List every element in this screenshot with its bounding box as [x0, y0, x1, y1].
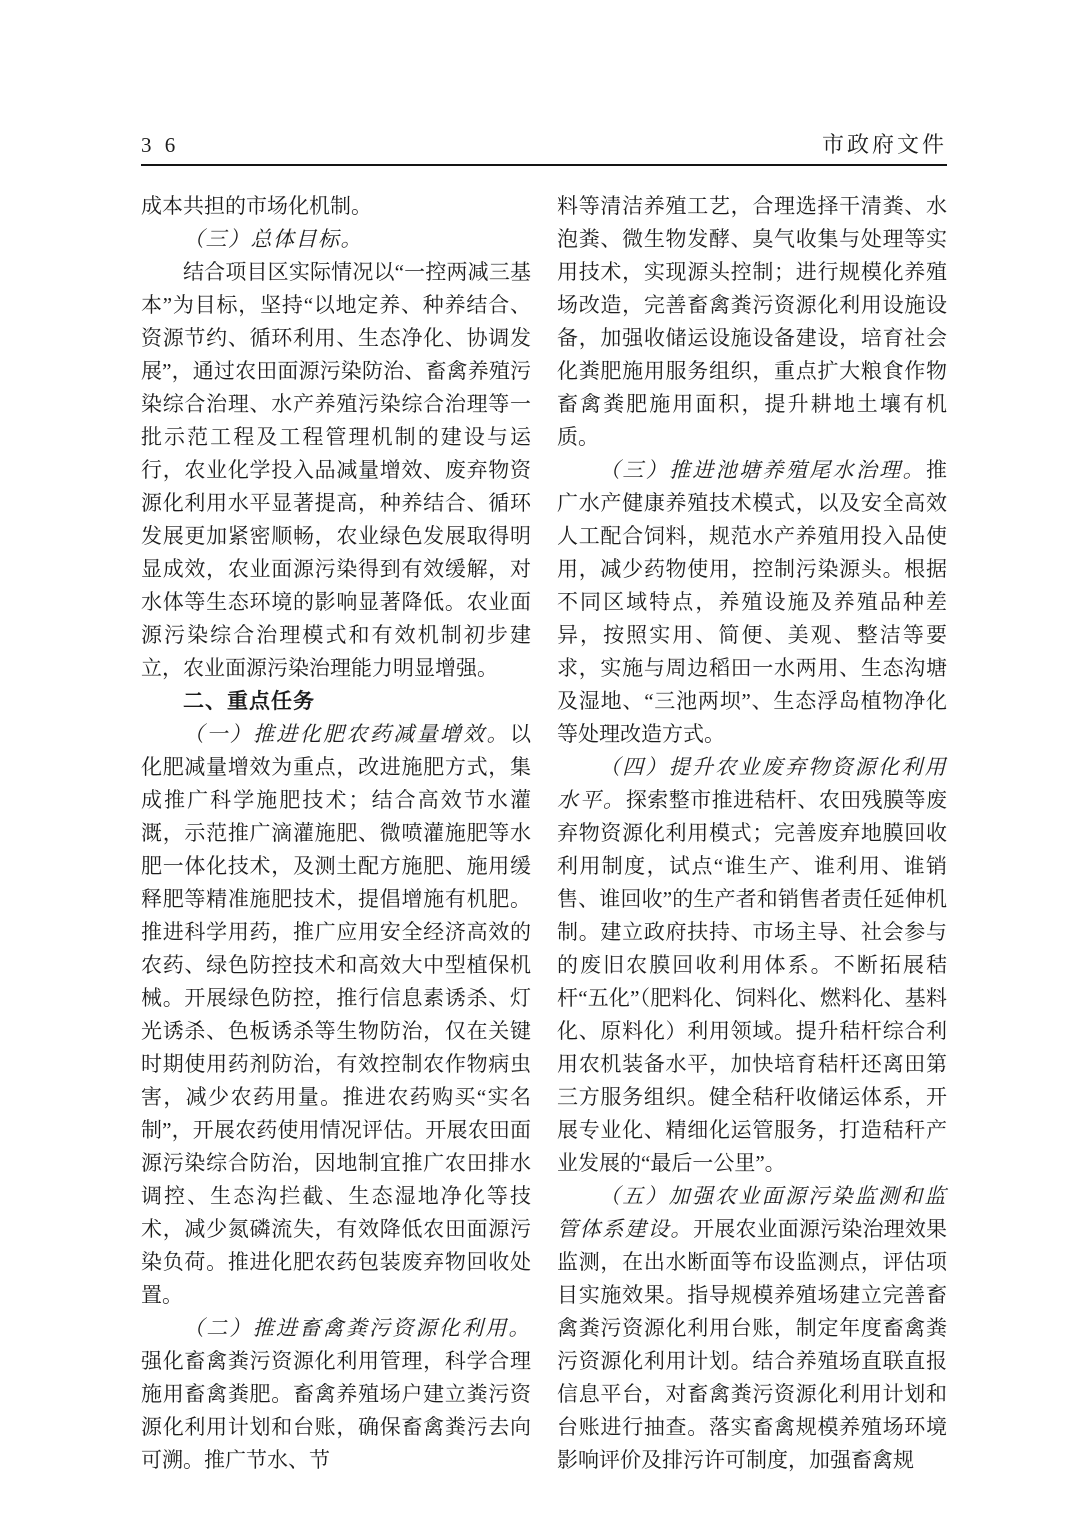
paragraph-text: 成本共担的市场化机制。: [141, 194, 372, 218]
paragraph-continuation: [141, 190, 531, 223]
subsection-lead-text: （四）提升农业废弃物资源化利用水平。: [557, 755, 947, 812]
subsection-lead-text: （三）推进池塘养殖尾水治理。: [599, 458, 926, 482]
paragraph: [141, 1312, 531, 1477]
right-column: [557, 190, 947, 1477]
paragraph-text: 结合项目区实际情况以“一控两减三基本”为目标，坚持“以地定养、种养结合、资源节约、循环利用、生态净化、协调发展”，通过农田面源污染防治、畜禽养殖污染综合治理、水产养殖污染综合治理等一批示范工程及工程管理机制的建设与运行，农业化学投入品减量增效、废弃物资源化利用水平显著提高，种养结合、循环发展更加紧密顺畅，农业绿色发展取得明显成效，农业面源污染得到有效缓解，对水体等生态环境的影响显著降低。农业面源污染综合治理模式和有效机制初步建立，农业面源污染治理能力明显增强。: [141, 260, 531, 680]
subsection-heading-text: （三）总体目标。: [183, 227, 363, 251]
section-heading-text: 二、重点任务: [183, 690, 315, 713]
subsection-heading: [141, 223, 531, 256]
paragraph-text: 探索整市推进秸杆、农田残膜等废弃物资源化利用模式；完善废弃地膜回收利用制度，试点“谁生产、谁利用、谁销售、谁回收”的生产者和销售者责任延伸机制。建立政府扶持、市场主导、社会参与的废旧农膜回收利用体系。不断拓展秸杆“五化”（肥料化、饲料化、燃料化、基料化、原料化）利用领域。提升秸杆综合利用农机装备水平，加快培育秸杆还离田第三方服务组织。健全秸秆收储运体系，开展专业化、精细化运管服务，打造秸秆产业发展的“最后一公里”。: [557, 788, 948, 1175]
paragraph: [557, 1180, 947, 1477]
header-rule: [141, 164, 947, 166]
subsection-lead-text: （一）推进化肥农药减量增效。: [183, 722, 510, 746]
page-header: [141, 128, 947, 159]
section-heading: [141, 685, 531, 718]
paragraph-text: 以化肥减量增效为重点，改进施肥方式，集成推广科学施肥技术；结合高效节水灌溉，示范推广滴灌施肥、微喷灌施肥等水肥一体化技术，及测土配方施肥、施用缓释肥等精准施肥技术，提倡增施有机肥。推进科学用药，推广应用安全经济高效的农药、绿色防控技术和高效大中型植保机械。开展绿色防控，推行信息素诱杀、灯光诱杀、色板诱杀等生物防治，仅在关键时期使用药剂防治，有效控制农作物病虫害，减少农药用量。推进农药购买“实名制”，开展农药使用情况评估。开展农田面源污染综合防治，因地制宜推广农田排水调控、生态沟拦截、生态湿地净化等技术，减少氮磷流失，有效降低农田面源污染负荷。推进化肥农药包装废弃物回收处置。: [141, 722, 531, 1307]
paragraph-text: 强化畜禽粪污资源化利用管理，科学合理施用畜禽粪肥。畜禽养殖场户建立粪污资源化利用计划和台账，确保畜禽粪污去向可溯。推广节水、节: [141, 1349, 531, 1472]
document-body: [141, 190, 947, 1477]
paragraph-text: 推广水产健康养殖技术模式，以及安全高效人工配合饲料，规范水产养殖用投入品使用，减少药物使用，控制污染源头。根据不同区域特点，养殖设施及养殖品种差异，按照实用、简便、美观、整洁等要求，实施与周边稻田一水两用、生态沟塘及湿地、“三池两坝”、生态浮岛植物净化等处理改造方式。: [557, 458, 947, 746]
paragraph: [557, 454, 947, 751]
paragraph: [141, 718, 531, 1312]
paragraph-continuation: [557, 190, 947, 454]
page-number: 3 6: [141, 133, 180, 157]
header-doc-type-label: 市政府文件: [821, 132, 947, 157]
paragraph: [557, 751, 947, 1180]
subsection-lead-text: （二）推进畜禽粪污资源化利用。: [183, 1316, 531, 1340]
paragraph: [141, 256, 531, 685]
paragraph-text: 料等清洁养殖工艺，合理选择干清粪、水泡粪、微生物发酵、臭气收集与处理等实用技术，实现源头控制；进行规模化养殖场改造，完善畜禽粪污资源化利用设施设备，加强收储运设施设备建设，培育社会化粪肥施用服务组织，重点扩大粮食作物畜禽粪肥施用面积，提升耕地土壤有机质。: [557, 194, 947, 449]
paragraph-text: 开展农业面源污染治理效果监测，在出水断面等布设监测点，评估项目实施效果。指导规模养殖场建立完善畜禽粪污资源化利用台账，制定年度畜禽粪污资源化利用计划。结合养殖场直联直报信息平台，对畜禽粪污资源化利用计划和台账进行抽查。落实畜禽规模养殖场环境影响评价及排污许可制度，加强畜禽规: [557, 1217, 948, 1472]
subsection-lead-text: （五）加强农业面源污染监测和监管体系建设。: [557, 1184, 947, 1241]
left-column: [141, 190, 531, 1477]
